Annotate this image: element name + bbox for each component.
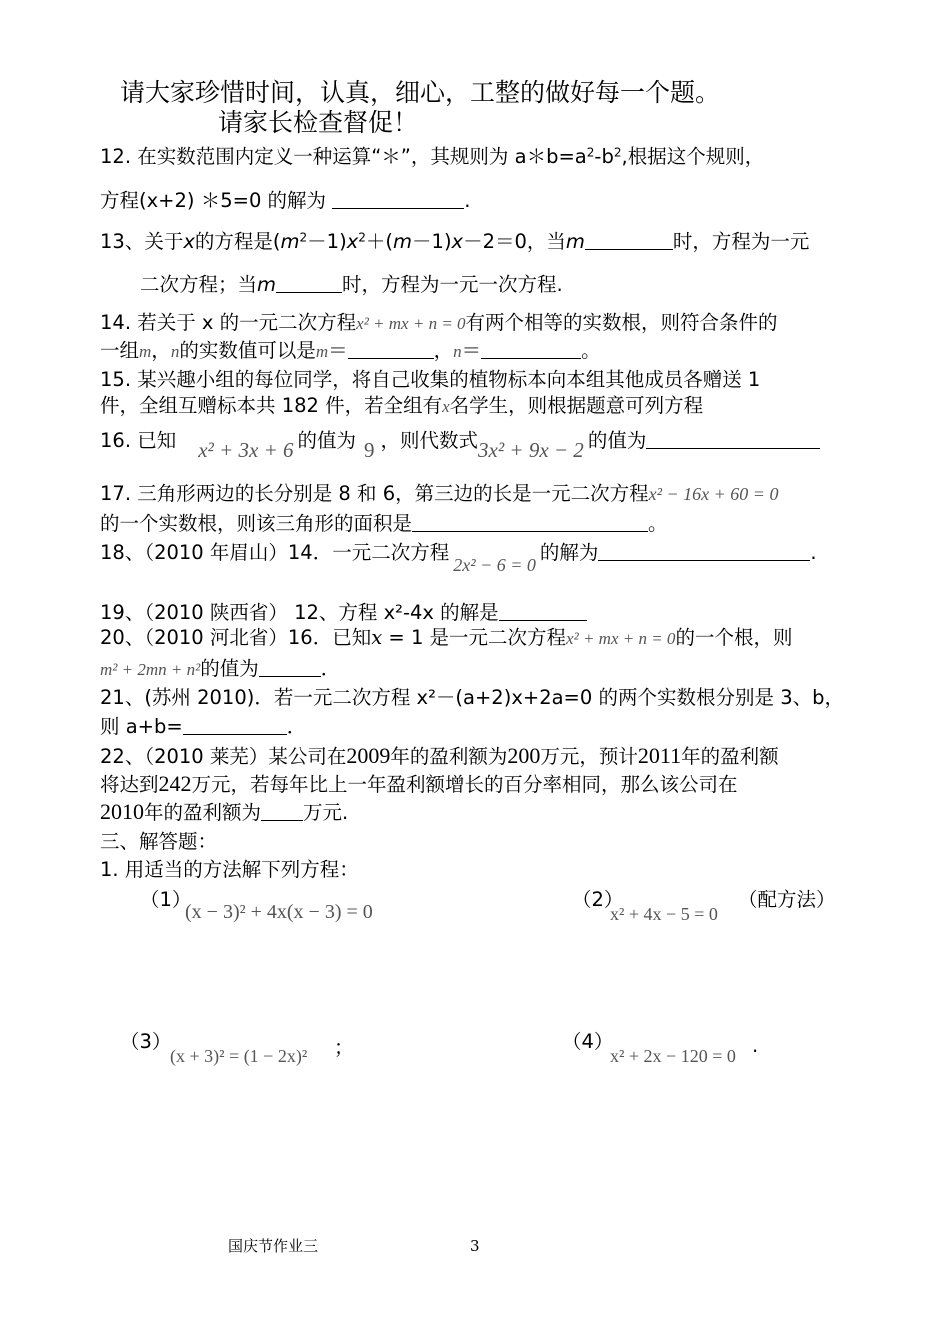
problem-3-equation: (x + 3)² = (1 − 2x)²	[170, 1046, 308, 1066]
problem-2-label: （2）	[572, 888, 624, 911]
answer-blank-22[interactable]	[261, 800, 303, 821]
question-20-line-1: 20、（2010 河北省）16．已知x = 1 是一元二次方程x² + mx + n = 0的一个根，则	[100, 626, 793, 649]
equation-18: 2x² − 6 = 0	[453, 555, 536, 575]
question-15-line-2: 件，全组互赠标本共 182 件，若全组有x名学生，则根据题意可列方程	[100, 394, 704, 417]
answer-blank-13a[interactable]	[585, 229, 673, 250]
answer-blank-20[interactable]	[259, 656, 321, 677]
problem-3-label: （3）	[120, 1030, 172, 1053]
question-17-line-2: 的一个实数根，则该三角形的面积是 。	[100, 512, 668, 535]
problem-1-equation: (x − 3)² + 4x(x − 3) = 0	[185, 901, 373, 923]
answer-blank-17[interactable]	[412, 511, 648, 532]
question-19: 19、（2010 陕西省） 12、方程 x²-4x 的解是	[100, 600, 587, 625]
answer-blank-21[interactable]	[183, 714, 287, 735]
question-13-line-1: 13、关于x的方程是$(m^2-1)x^2+(m-1)x-2=0$，当m 时，方程为一元	[100, 230, 810, 253]
question-14-line-1: 14. 若关于 x 的一元二次方程x² + mx + n = 0有两个相等的实数根，则符合条件的	[100, 311, 778, 334]
footer-label: 国庆节作业三	[228, 1237, 319, 1255]
page-number: 3	[470, 1237, 480, 1255]
expression-20: m² + 2mn + n²	[100, 660, 201, 679]
expression-16b: 3x² + 9x − 2	[478, 438, 584, 462]
problem-2-note: （配方法）	[738, 888, 836, 911]
problem-4-equation: x² + 2x − 120 = 0	[610, 1046, 736, 1066]
question-13-line-2: 二次方程；当m 时，方程为一元一次方程.	[140, 273, 563, 296]
question-12-line-1: 12. 在实数范围内定义一种运算“＊”，其规则为 $a*b=a^2-b^2$,根据这个规则，	[100, 145, 765, 168]
question-18: 18、（2010 年眉山）14．一元二次方程2x² − 6 = 0的解为 .	[100, 541, 817, 575]
equation-20: x² + mx + n = 0	[566, 629, 676, 648]
question-16: 16. 已知 x² + 3x + 6 的值为 9 ，则代数式3x² + 9x − 2 的值为	[100, 428, 820, 453]
problem-4-end: .	[752, 1034, 759, 1057]
question-20-line-2: m² + 2mn + n²的值为 ．	[100, 657, 341, 680]
header-line-1: 请大家珍惜时间，认真，细心，工整的做好每一个题。	[120, 78, 721, 107]
equation-17: x² − 16x + 60 = 0	[648, 484, 779, 504]
answer-blank-19[interactable]	[499, 600, 587, 621]
answer-blank-14m[interactable]	[348, 338, 434, 359]
answer-blank-18[interactable]	[598, 540, 810, 561]
problem-2-equation: x² + 4x − 5 = 0	[610, 904, 718, 924]
equation-14: x² + mx + n = 0	[356, 314, 466, 333]
expression-16a: x² + 3x + 6	[198, 438, 294, 462]
section-3-title: 三、解答题：	[100, 830, 218, 853]
question-21-line-1: 21、(苏州 2010)．若一元二次方程 x²－(a+2)x+2a=0 的两个实数根分别是 3、b，	[100, 686, 844, 709]
question-22-line-1: 22、（2010 莱芜）某公司在2009年的盈利额为200万元，预计2011年的盈利额	[100, 743, 779, 768]
problem-4-label: （4）	[562, 1030, 614, 1053]
section-3-instruction: 1. 用适当的方法解下列方程：	[100, 858, 359, 881]
answer-blank-16[interactable]	[646, 428, 820, 449]
answer-blank-14n[interactable]	[481, 338, 581, 359]
problem-3-end: ；	[334, 1036, 354, 1059]
question-14-line-2: 一组m，n的实数值可以是m＝ ，n＝ 。	[100, 339, 601, 362]
question-22-line-3: 2010年的盈利额为 万元.	[100, 799, 349, 824]
header-line-2: 请家长检查督促！	[218, 108, 419, 137]
problem-1-label: （1）	[140, 888, 192, 911]
question-22-line-2: 将达到242万元，若每年比上一年盈利额增长的百分率相同，那么该公司在	[100, 771, 738, 796]
question-15-line-1: 15. 某兴趣小组的每位同学，将自己收集的植物标本向本组其他成员各赠送 1	[100, 368, 761, 391]
answer-blank-13b[interactable]	[276, 272, 342, 293]
question-21-line-2: 则 a+b= ．	[100, 715, 307, 738]
question-17-line-1: 17. 三角形两边的长分别是 8 和 6，第三边的长是一元二次方程x² − 16x + 60 = 0	[100, 482, 779, 505]
answer-blank-12[interactable]	[332, 188, 464, 209]
question-12-line-2: 方程(x+2) ＊5=0 的解为 .	[100, 189, 471, 212]
